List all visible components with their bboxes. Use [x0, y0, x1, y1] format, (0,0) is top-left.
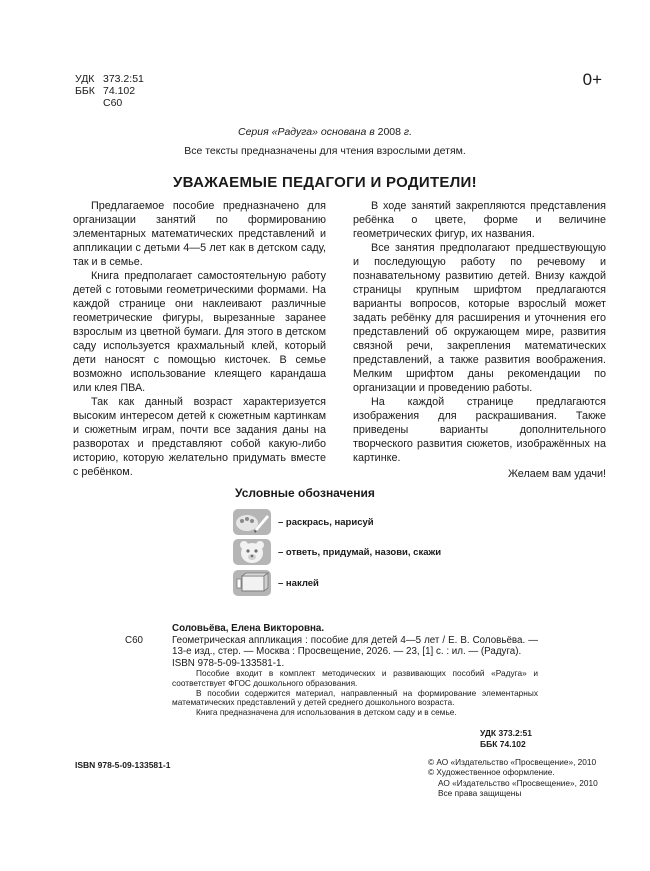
biblio-udk: УДК 373.2:51 — [480, 728, 533, 738]
copyright-line: Все права защищены — [438, 787, 522, 798]
intro-right-column — [353, 199, 606, 481]
legend-label: – ответь, придумай, назови, скажи — [278, 546, 442, 558]
legend-item-paint — [233, 509, 374, 535]
bbk-label: ББК — [75, 85, 95, 97]
copyright-line: © АО «Издательство «Просвещение», 2010 — [428, 757, 597, 767]
udk-label: УДК — [75, 73, 95, 85]
teddy-bear-icon — [233, 539, 271, 565]
udk-value: 373.2:51 — [103, 73, 144, 85]
page-heading: УВАЖАЕМЫЕ ПЕДАГОГИ И РОДИТЕЛИ! — [173, 174, 477, 191]
series-line — [0, 126, 650, 138]
closing-wish: Желаем вам удачи! — [507, 468, 606, 480]
paragraph: Предлагаемое пособие предназначено для организации занятий по формированию элементарных математических представлений и аппликации с детьми 4—5 лет как в детском саду, так и в семье. — [73, 200, 326, 268]
legend-item-answer — [233, 539, 441, 565]
biblio-isbn: ISBN 978-5-09-133581-1. — [172, 657, 285, 669]
series-text: Серия «Радуга» основана в — [237, 126, 375, 138]
adult-note: Все тексты предназначены для чтения взрослыми детям. — [184, 145, 466, 157]
biblio-note: В пособии содержится материал, направленный на формирование элементарных математических представлений у детей среднего дошкольного возраста. — [172, 687, 538, 708]
biblio-code: С60 — [125, 635, 143, 646]
legend-label: – наклей — [278, 577, 319, 589]
paragraph: На каждой странице предлагаются изображения для раскрашивания. Также приведены варианты дополнительного творческого развития сюжетов, изображённых на картинке. — [353, 396, 606, 464]
biblio-entry: Геометрическая аппликация : пособие для детей 4—5 лет / Е. В. Соловьёва. — 13-е изд., стер. — Москва : Просвещение, 2026. — 23, [1] с. : ил. — (Радуга). — [172, 634, 538, 657]
series-suffix: г. — [403, 126, 413, 138]
copyright-line: АО «Издательство «Просвещение», 2010 — [438, 777, 598, 788]
biblio-note: Пособие входит в комплект методических и развивающих пособий «Радуга» и соответствует ФГОС дошкольного образования. — [172, 668, 538, 688]
legend-title: Условные обозначения — [235, 486, 375, 500]
footer-isbn: ISBN 978-5-09-133581-1 — [75, 760, 171, 770]
glue-icon — [233, 570, 271, 596]
paragraph: В ходе занятий закрепляются представления ребёнка о цвете, форме и величине геометрических фигур, их названия. — [353, 200, 606, 240]
paragraph: Все занятия предполагают предшествующую и последующую работу по речевому и познавательному развитию детей. Внизу каждой страницы крупным шрифтом предлагаются варианты вопросов, которые взрослый может задать ребёнку для расширения и уточнения его представлений об окружающем мире, развития связной речи, закрепления математических представлений, а также развития воображения. Мелким шрифтом даны рекомендации по организации и проведению работы. — [353, 242, 606, 394]
paragraph: Книга предполагает самостоятельную работу детей с готовыми геометрическими формами. На каждой странице они наклеивают различные геометрические фигуры, вырезанные заранее взрослым из цветной бумаги. Для этого в детском саду используется крахмальный клей, который дети наносят с помощью кисточек. В семье возможно использование клеящего карандаша или клея ПВА. — [73, 270, 326, 394]
paragraph: Так как данный возраст характеризуется высоким интересом детей к сюжетным картинкам и сюжетным играм, почти все задания даны на разворотах и представляют собой какую-либо историю, которую желательно придумать вместе с ребёнком. — [73, 396, 326, 478]
bbk-value: 74.102 — [103, 85, 136, 97]
author-code: С60 — [103, 97, 123, 109]
legend-label: – раскрась, нарисуй — [278, 516, 374, 528]
copyright-block — [428, 757, 598, 798]
series-year: 2008 — [377, 126, 401, 138]
paint-brush-icon — [233, 509, 271, 535]
copyright-line: © Художественное оформление. — [428, 767, 555, 778]
biblio-note: Книга предназначена для использования в детском саду и в семье. — [196, 707, 457, 718]
bibliographic-record — [148, 623, 538, 718]
biblio-bbk: ББК 74.102 — [480, 738, 526, 749]
biblio-notes — [148, 669, 538, 718]
biblio-classification — [480, 728, 532, 749]
legend-item-glue — [233, 570, 319, 596]
intro-left-column — [73, 199, 326, 479]
udk-block — [75, 73, 144, 109]
age-rating: 0+ — [582, 70, 602, 89]
biblio-author: Соловьёва, Елена Викторовна. — [172, 623, 325, 634]
